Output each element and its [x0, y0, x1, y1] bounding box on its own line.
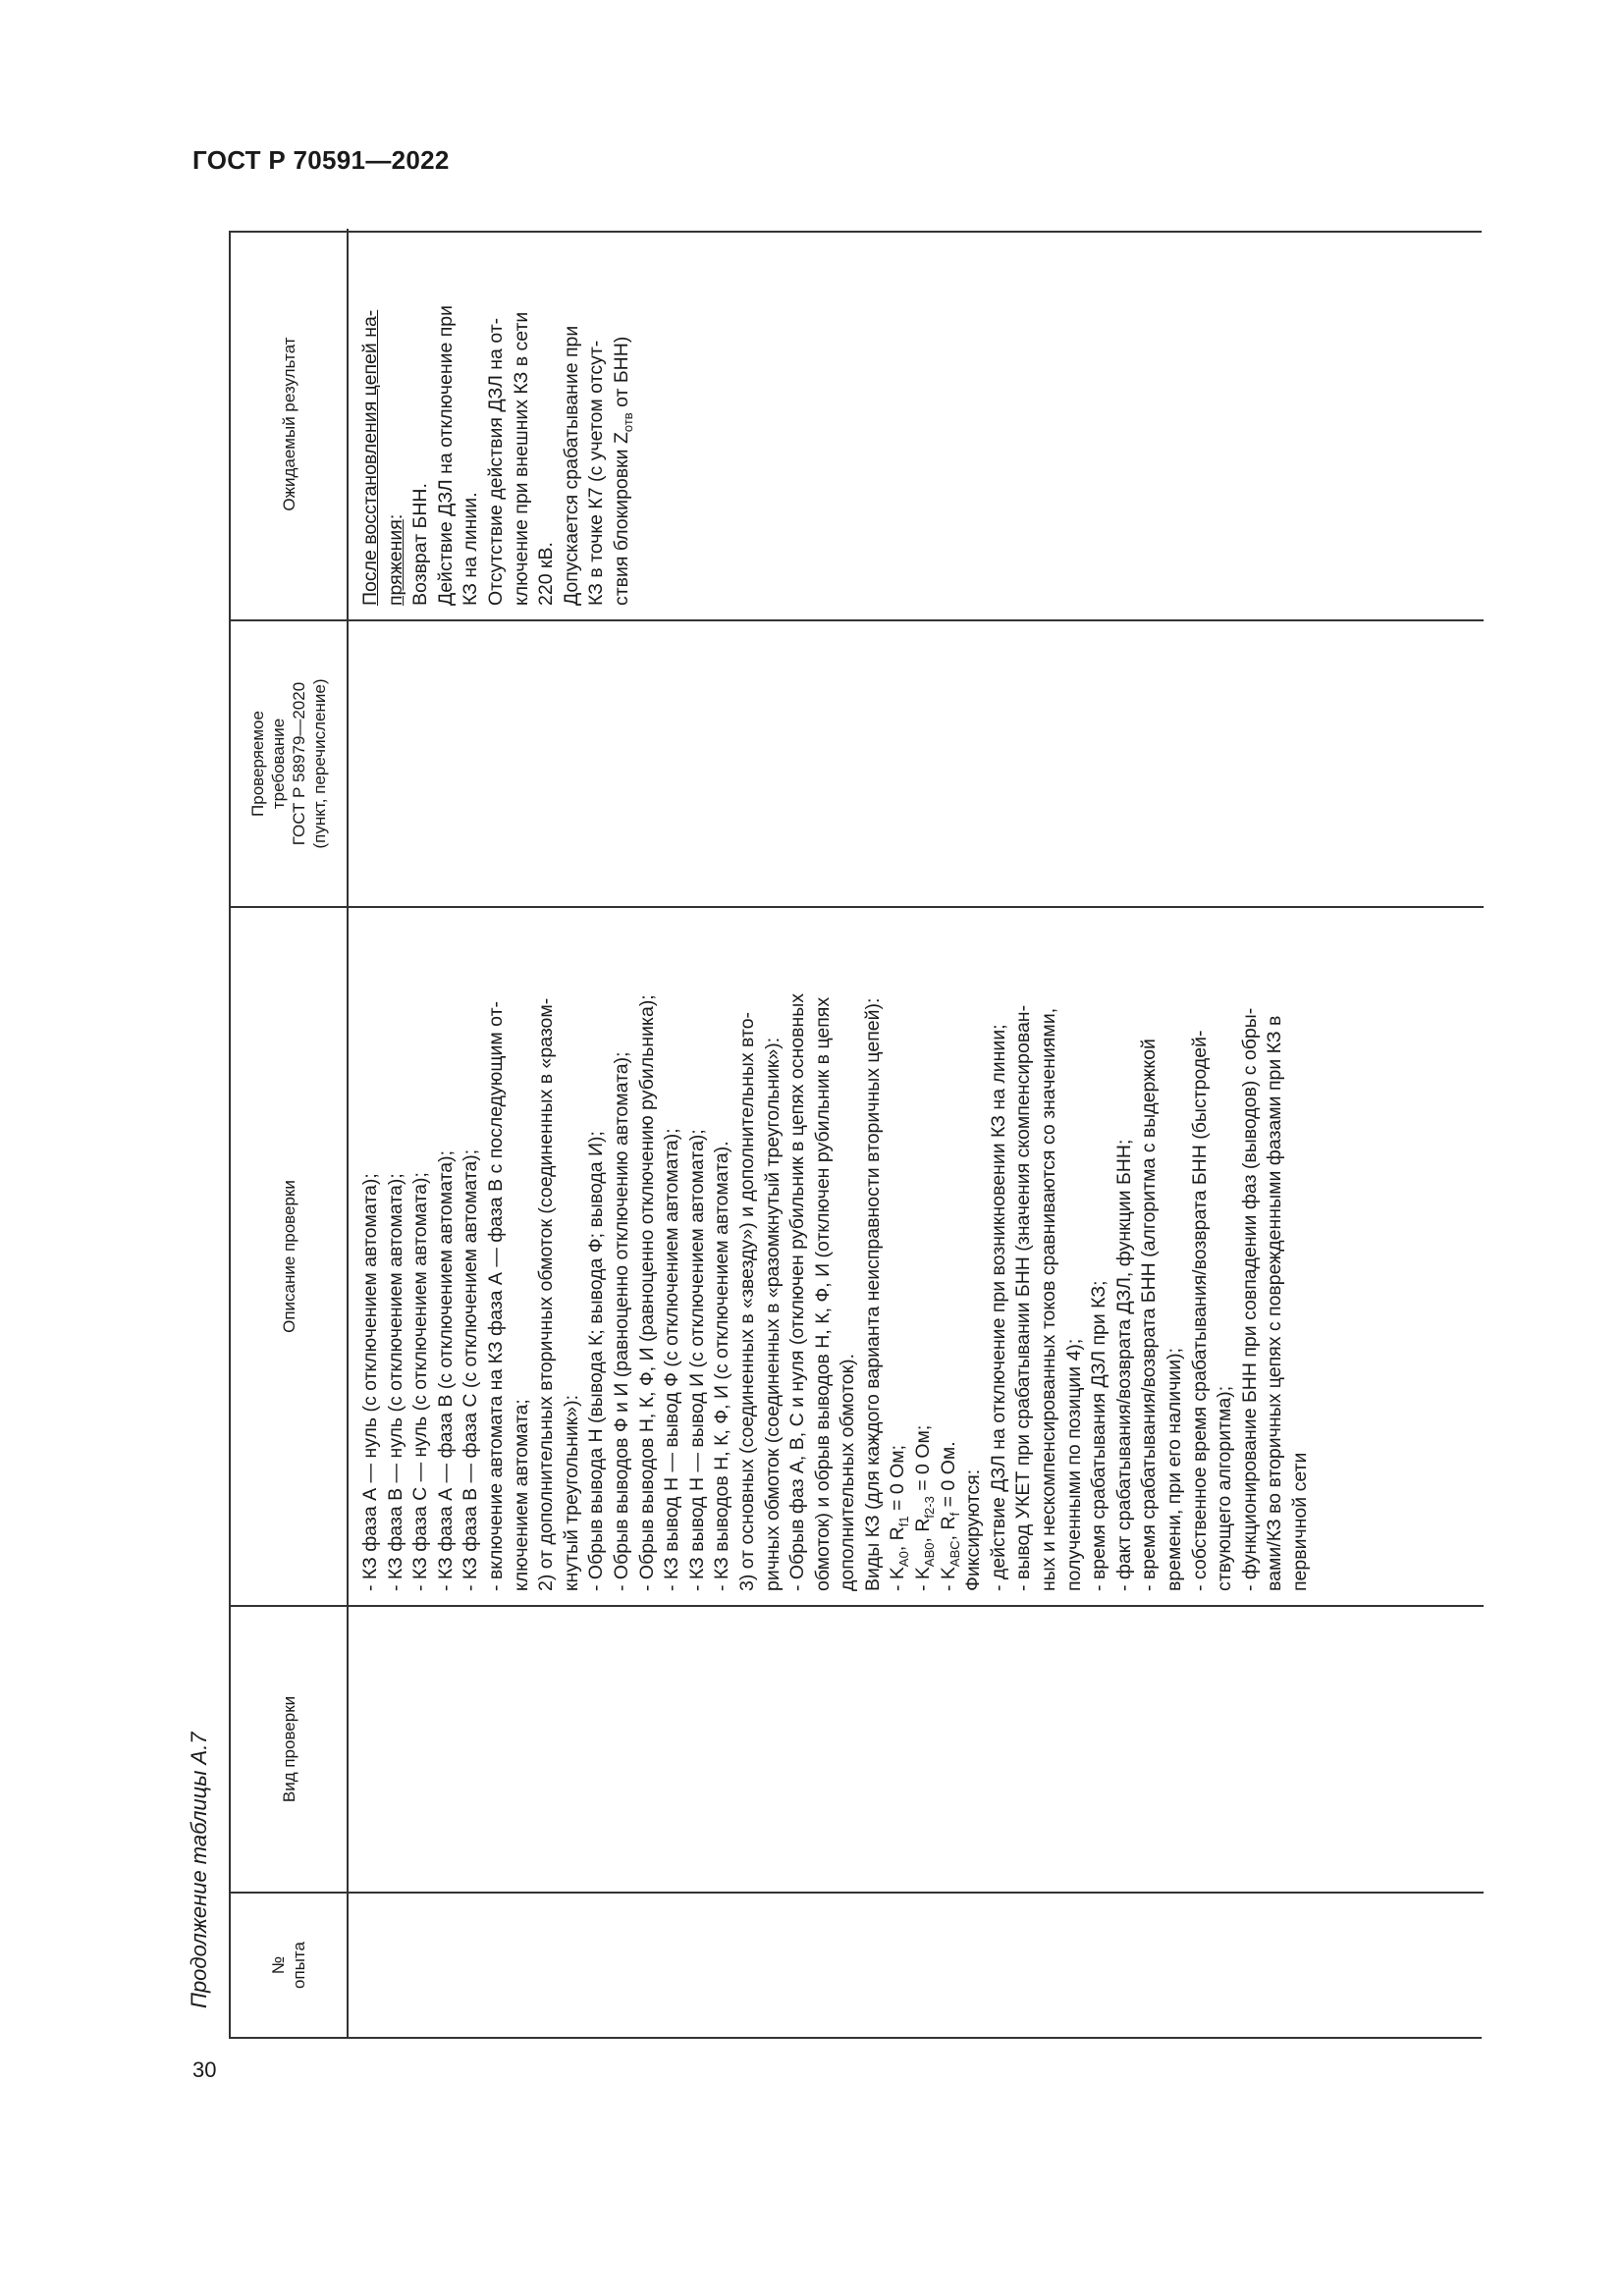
description-line: обмоток) и обрыв выводов Н, К, Ф, И (отключен рубильник в цепях	[811, 996, 834, 1591]
header-number-line: №	[269, 1955, 288, 1975]
result-line: ключение при внешних КЗ в сети	[510, 311, 532, 606]
result-line: КЗ на линии.	[460, 492, 482, 606]
header-requirement-line: ГОСТ Р 58979—2020	[290, 681, 308, 846]
kz-item	[886, 922, 911, 1591]
result-line: Отсутствие действия ДЗЛ на от-	[484, 317, 507, 606]
description-line: - КЗ фаза А — нуль (с отключением автомата);	[359, 1173, 381, 1591]
column-experiment-number	[231, 1892, 1484, 2037]
header-requirement-line: Проверяемое	[248, 711, 267, 817]
results-table	[229, 231, 1482, 2039]
result-lines	[408, 242, 610, 606]
description-line: - действие ДЗЛ на отключение при возникновении КЗ на линии;	[987, 1024, 1009, 1591]
description-line: ричных обмоток (соединенных в «разомкнутый треугольник»):	[761, 1037, 784, 1591]
description-line: - Обрыв вывода Н (вывода К; вывода Ф; вывода И);	[585, 1131, 608, 1591]
description-cell	[349, 908, 1324, 1605]
description-line: вами/КЗ во вторичных цепях с поврежденными фазами при КЗ в	[1264, 1015, 1286, 1591]
result-line: 220 кВ.	[535, 542, 558, 606]
kz-prefix: - K	[937, 1567, 959, 1591]
description-line: - КЗ фаза В — нуль (с отключением автомата);	[384, 1173, 406, 1591]
result-line: Действие ДЗЛ на отключение при	[434, 304, 457, 606]
description-line: - функционирование БНН при совпадении фаз (выводов) с обры-	[1238, 1007, 1261, 1591]
description-line: - КЗ фаза В — фаза С (с отключением автомата);	[460, 1148, 482, 1591]
header-experiment-number	[231, 1894, 349, 2037]
description-line: - Обрыв фаз А, В, С и нуля (отключен рубильник в цепях основных	[786, 993, 809, 1591]
kz-sub1: ABC	[947, 1540, 962, 1568]
description-line: полученными по позиции 4);	[1062, 1338, 1085, 1591]
description-lines-fixed	[961, 922, 1313, 1591]
result-last-sub: отв	[620, 412, 635, 433]
description-line: ных и нескомпенсированных токов сравниваются со значениями,	[1038, 1007, 1060, 1591]
description-line: первичной сети	[1288, 1452, 1311, 1591]
kz-list	[886, 922, 961, 1591]
kz-prefix: - K	[887, 1567, 909, 1591]
expected-result-cell	[349, 229, 645, 619]
description-line: - время срабатывания/возврата БНН (алгоритма с выдержкой	[1138, 1039, 1161, 1591]
kz-sub2: f	[947, 1512, 962, 1517]
description-line: Виды КЗ (для каждого варианта неисправности вторичных цепей):	[861, 997, 884, 1591]
description-line: 3) от основных (соединенных в «звезду») и дополнительных вто-	[735, 1011, 758, 1591]
column-description	[231, 906, 1484, 1605]
kz-mid: , R	[937, 1516, 959, 1541]
header-description: Описание проверки	[231, 908, 349, 1605]
description-line: - включение автомата на КЗ фаза А — фаза В с последующим от-	[484, 1000, 507, 1591]
description-line: - КЗ фаза А — фаза В (с отключением автомата);	[434, 1149, 457, 1591]
description-line: - собственное время срабатывания/возврата БНН (быстродей-	[1188, 1030, 1211, 1591]
header-number-line: опыта	[290, 1942, 308, 1989]
kz-tail: = 0 Ом;	[887, 1444, 909, 1517]
result-line: КЗ в точке К7 (с учетом отсут-	[585, 340, 608, 606]
column-expected-result	[231, 229, 1484, 619]
description-line: - Обрыв выводов Н, К, Ф, И (равноценно отключению рубильника);	[635, 994, 658, 1591]
header-expected-result: Ожидаемый результат	[231, 229, 349, 619]
description-line: - КЗ вывод Н — вывод Ф (с отключением автомата);	[661, 1128, 683, 1591]
result-heading-colon: :	[384, 513, 406, 520]
table-caption: Продолжение таблицы А.7	[187, 1732, 211, 2008]
description-line: ключением автомата;	[510, 1399, 532, 1591]
result-heading-cont: пряжения	[384, 519, 406, 606]
result-last-suffix: от БНН)	[610, 336, 632, 413]
kz-sub1: AB0	[921, 1542, 937, 1568]
description-lines	[358, 922, 886, 1591]
result-line: Возврат БНН.	[409, 483, 432, 606]
column-check-type	[231, 1605, 1484, 1892]
result-last-line	[610, 242, 635, 606]
header-requirement-line: требование	[269, 718, 288, 810]
page-number: 30	[192, 2057, 217, 2082]
description-line: времени, при его наличии);	[1164, 1347, 1185, 1591]
description-line: - КЗ вывод Н — вывод И (с отключением автомата);	[685, 1129, 708, 1591]
description-line: - вывод УКЕТ при срабатывании БНН (значения скомпенсирован-	[1012, 1004, 1035, 1591]
description-line: ствующего алгоритма);	[1214, 1385, 1236, 1591]
description-line: кнутый треугольник»):	[560, 1394, 582, 1591]
kz-prefix: - K	[912, 1567, 935, 1591]
description-line: дополнительных обмоток).	[837, 1353, 859, 1591]
kz-mid: , R	[887, 1526, 909, 1552]
kz-sub2: f2-3	[921, 1496, 937, 1519]
document-code: ГОСТ Р 70591—2022	[192, 145, 450, 175]
description-line: - КЗ выводов Н, К, Ф, И (с отключением автомата).	[711, 1141, 733, 1591]
kz-mid: , R	[912, 1518, 935, 1543]
result-heading: После восстановления цепей на-	[359, 309, 381, 606]
description-line: Фиксируются:	[962, 1468, 985, 1591]
kz-item	[911, 922, 937, 1591]
description-line: - Обрыв выводов Ф и И (равноценно отключению автомата);	[610, 1051, 632, 1591]
kz-sub2: f1	[896, 1516, 912, 1527]
header-requirement-line: (пункт, перечисление)	[310, 678, 329, 849]
header-requirement	[231, 621, 349, 906]
result-last-prefix: ствия блокировки Z	[610, 432, 632, 606]
description-line: - время срабатывания ДЗЛ при КЗ;	[1088, 1280, 1110, 1591]
kz-item	[937, 922, 962, 1591]
description-line: - факт срабатывания/возврата ДЗЛ, функции БНН;	[1112, 1139, 1135, 1591]
result-line: Допускается срабатывание при	[560, 325, 582, 606]
description-line: - КЗ фаза С — нуль (с отключением автомата);	[409, 1172, 432, 1591]
kz-sub1: A0	[896, 1551, 912, 1568]
header-check-type: Вид проверки	[231, 1607, 349, 1892]
description-line: 2) от дополнительных вторичных обмоток (соединенных в «разом-	[535, 997, 558, 1591]
kz-tail: = 0 Ом;	[912, 1424, 935, 1497]
column-requirement	[231, 619, 1484, 906]
kz-tail: = 0 Ом.	[937, 1441, 959, 1513]
